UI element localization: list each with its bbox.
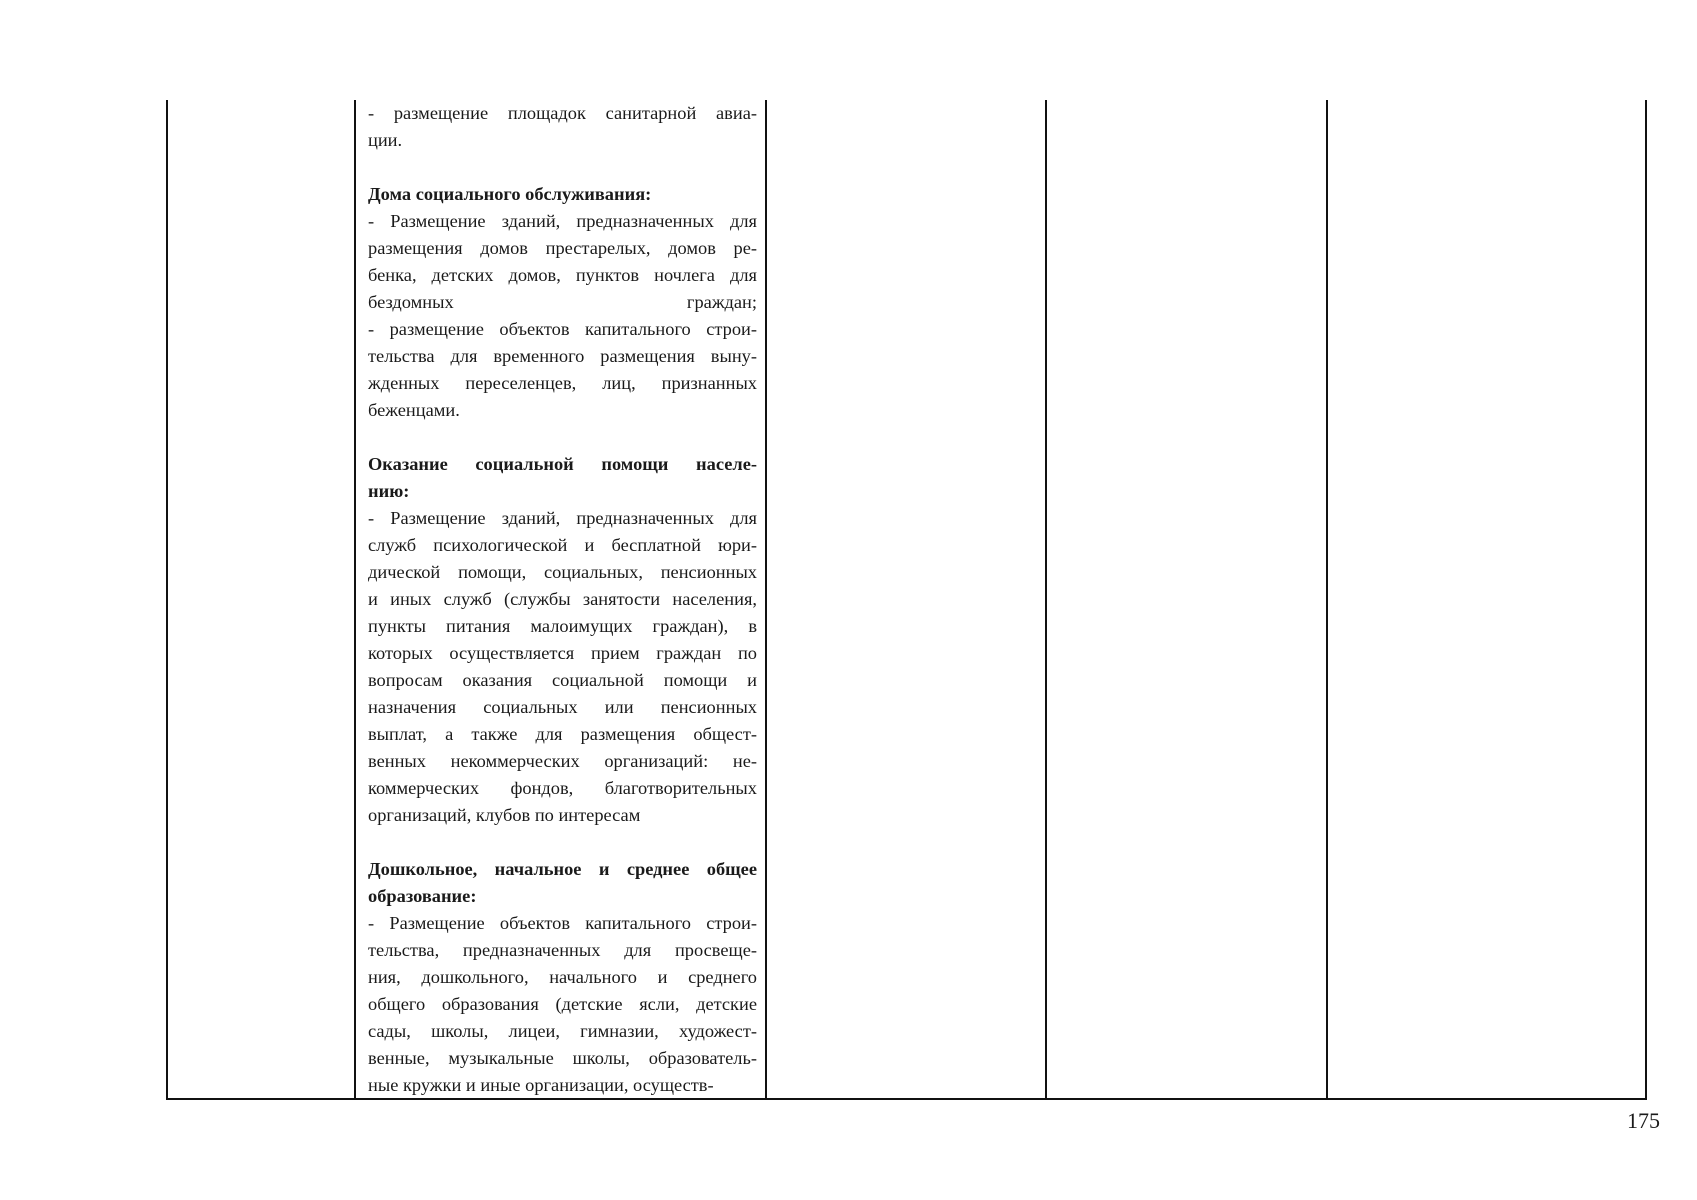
entry-text-line: ции. <box>368 130 403 150</box>
entry-text-line: сады, школы, лицеи, гимназии, художест- <box>368 1021 757 1041</box>
entry-text-line: - Размещение зданий, предназначенных для <box>368 211 757 231</box>
entry-text-line: - размещение объектов капитального строи- <box>368 319 757 339</box>
table-column-divider-1 <box>354 100 356 1100</box>
entry-text-line: и иных служб (службы занятости населения, <box>368 589 757 609</box>
entry-text-line: дической помощи, социальных, пенсионных <box>368 562 757 582</box>
entry-text-line: выплат, а также для размещения общест- <box>368 724 757 744</box>
entry-text-line: служб психологической и бесплатной юри- <box>368 535 757 555</box>
entry-text-line: организаций, клубов по интересам <box>368 805 641 825</box>
table-column-divider-4 <box>1326 100 1328 1100</box>
entry-text-line: жденных переселенцев, лиц, признанных <box>368 373 757 393</box>
entry-text-line: бенка, детских домов, пунктов ночлега для <box>368 265 757 285</box>
entry-text-line: которых осуществляется прием граждан по <box>368 643 757 663</box>
entry-text-line: венные, музыкальные школы, образователь- <box>368 1048 757 1068</box>
entry-text-line: - Размещение объектов капитального строи- <box>368 913 757 933</box>
entry-text-line: беженцами. <box>368 400 460 420</box>
land-use-entry <box>368 100 757 154</box>
entry-heading-line: нию: <box>368 481 410 501</box>
table-border-left <box>166 100 168 1100</box>
entry-text-line: пункты питания малоимущих граждан), в <box>368 616 757 636</box>
entry-text-line: вопросам оказания социальной помощи и <box>368 670 757 690</box>
entry-heading-line: Дома социального обслуживания: <box>368 184 652 204</box>
table-border-right <box>1645 100 1647 1100</box>
entry-text-line: назначения социальных или пенсионных <box>368 697 757 717</box>
entry-text-line: венных некоммерческих организаций: не- <box>368 751 757 771</box>
entry-text-line: коммерческих фондов, благотворительных <box>368 778 757 798</box>
entry-text-line: бездомных граждан; <box>368 292 757 312</box>
entry-text-line: - размещение площадок санитарной авиа- <box>368 103 757 123</box>
entry-heading-line: образование: <box>368 886 477 906</box>
entry-text-line: - Размещение зданий, предназначенных для <box>368 508 757 528</box>
entry-text-line: тельства, предназначенных для просвеще- <box>368 940 757 960</box>
entry-text-line: размещения домов престарелых, домов ре- <box>368 238 757 258</box>
table-column-divider-3 <box>1045 100 1047 1100</box>
page-number: 175 <box>1627 1108 1660 1133</box>
entry-text-line: тельства для временного размещения выну- <box>368 346 757 366</box>
entry-text-line: ные кружки и иные организации, осуществ- <box>368 1075 714 1095</box>
entry-heading-line: Дошкольное, начальное и среднее общее <box>368 859 757 879</box>
entry-text-line: ния, дошкольного, начального и среднего <box>368 967 757 987</box>
table-column-divider-2 <box>765 100 767 1100</box>
land-use-entry <box>368 181 757 424</box>
table-cell-land-use-descriptions <box>368 100 757 1126</box>
entry-heading-line: Оказание социальной помощи населе- <box>368 454 757 474</box>
entry-text-line: общего образования (детские ясли, детские <box>368 994 757 1014</box>
land-use-entry <box>368 451 757 829</box>
land-use-entry <box>368 856 757 1099</box>
